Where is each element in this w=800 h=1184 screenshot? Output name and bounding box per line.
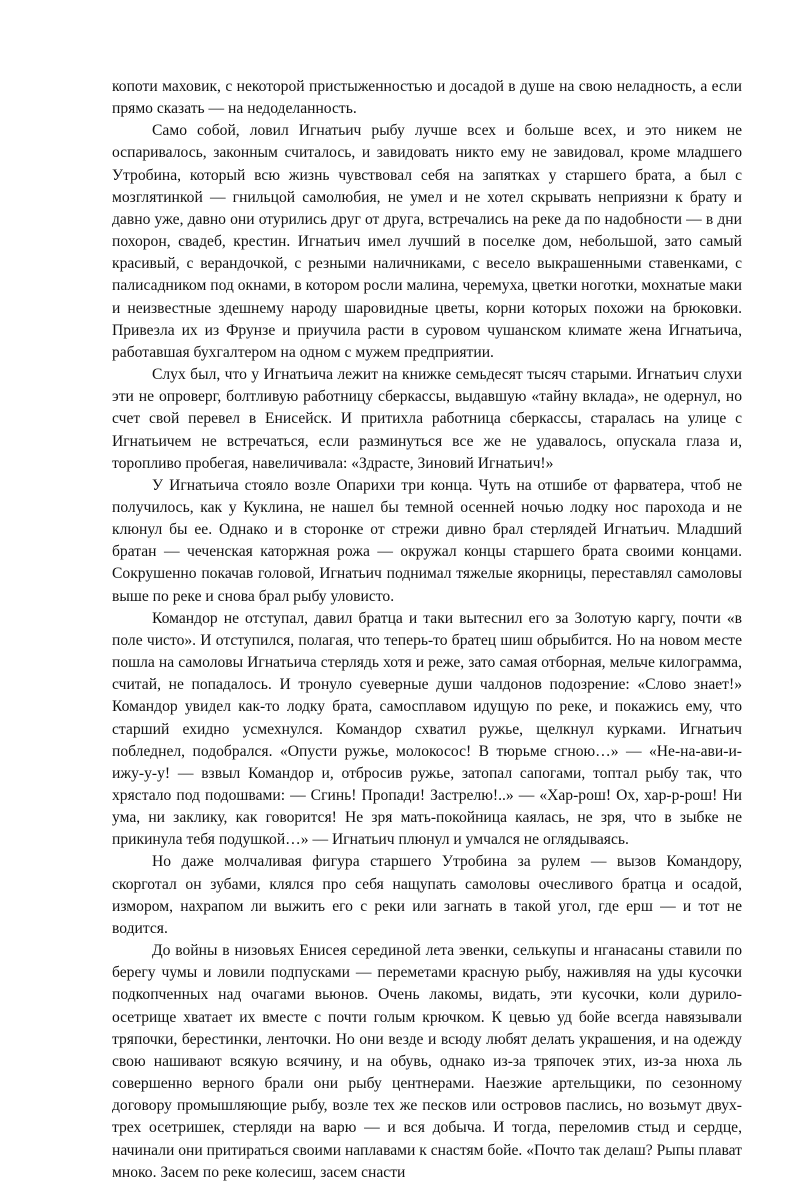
paragraph: Само собой, ловил Игнатьич рыбу лучше всех и больше всех, и это никем не оспаривалось, законным считалось, и завидовать никто ему не завидовал, кроме младшего Утробина, который всю жизнь чувствовал себя на запятках у старшего брата, а был с мозглятинкой — гнильцой самолюбия, не умел и не хотел скрывать неприязни к брату и давно уже, давно они отурились друг от друга, встречались на реке да по надобности — в дни похорон, свадеб, крестин. Игнатьич имел лучший в поселке дом, небольшой, зато самый красивый, с верандочкой, с резными наличниками, с весело выкрашенными ставенками, с палисадником под окнами, в котором росли малина, черемуха, цветки ноготки, мохнатые маки и неизвестные здешнему народу шаровидные цветы, корни которых похожи на брюковки. Привезла их из Фрунзе и приучила расти в суровом чушанском климате жена Игнатьича, работавшая бухгалтером на одном с мужем предприятии. (112, 122, 743, 361)
paragraph: У Игнатьича стояло возле Опарихи три конца. Чуть на отшибе от фарватера, чтоб не получилось, как у Куклина, не нашел бы темной осенней ночью лодку нос парохода и не клюнул бы ее. Однако и в сторонке от стрежи дивно брал стерлядей Игнатьич. Младший братан — чеченская каторжная рожа — окружал концы старшего брата своими концами. Сокрушенно покачав головой, Игнатьич поднимал тяжелые якорницы, переставлял самоловы выше по реке и снова брал рыбу уловисто. (112, 476, 742, 605)
paragraph: Слух был, что у Игнатьича лежит на книжке семьдесят тысяч старыми. Игнатьич слухи эти не опроверг, болтливую работницу сберкассы, выдавшую «тайну вклада», не одернул, но счет свой перевел в Енисейск. И притихла работница сберкассы, старалась на улице с Игнатьичем не встречаться, если разминуться все же не удавалось, опускала глаза и, торопливо пробегая, навеличивала: «Здрасте, Зиновий Игнатьич!» (112, 366, 742, 472)
document-page (112, 76, 742, 1184)
paragraph: До войны в низовьях Енисея серединой лета эвенки, селькупы и нганасаны ставили по берегу чумы и ловили подпусками — переметами красную рыбу, наживляя на уды кусочки подкопченных над очагами вьюнов. Очень лакомы, видать, эти кусочки, коли дурило-осетрище хватает их вместе с почти голым крючком. К цевью уд бойе всегда навязывали тряпочки, берестинки, ленточки. Но они везде и всюду любят делать украшения, и на одежду свою нашивают всякую всячину, и на обувь, однако из-за тряпочек этих, из-за нюха ль совершенно верного брали они рыбу центнерами. Наезжие артельщики, по сезонному договору промышляющие рыбу, возле тех же песков или островов паслись, но возьмут двух-трех осетришек, стерляди на варю — и вся добыча. И тогда, переломив стыд и сердце, начинали они притираться своими наплавами к снастям бойе. «Почто так делаш? Рыпы плават мноко. Засем по реке колесиш, засем снасти (112, 942, 742, 1181)
paragraph-continued: копоти маховик, с некоторой пристыженностью и досадой в душе на свою неладность, а если прямо сказать — на недоделанность. (112, 78, 742, 118)
paragraph: Командор не отступал, давил братца и таки вытеснил его за Золотую каргу, почти «в поле чисто». И отступился, полагая, что теперь-то братец шиш обрыбится. Но на новом месте пошла на самоловы Игнатьича стерлядь хотя и реже, зато самая отборная, мельче килограмма, считай, не попадалось. И тронуло суеверные души чалдонов подозрение: «Слово знает!» Командор увидел как-то лодку брата, самосплавом идущую по реке, и покажись ему, что старший ехидно усмехнулся. Командор схватил ружье, щелкнул курками. Игнатьич побледнел, подобрался. «Опусти ружье, молокосос! В тюрьме сгною…» — «Не-на-ави-и-ижу-у-у! — взвыл Командор и, отбросив ружье, затопал сапогами, топтал рыбу так, что хрястало под подошвами: — Сгинь! Пропади! Застрелю!..» — «Хар-рош! Ох, хар-р-рош! Ни ума, ни заклику, как говорится! Не зря мать-покойница каялась, не зря, что в зыбке не прикинула тебя подушкой…» — Игнатьич плюнул и умчался не оглядываясь. (112, 609, 742, 849)
paragraph: Но даже молчаливая фигура старшего Утробина за рулем — вызов Командору, скорготал он зубами, клялся про себя нащупать самоловы очесливого братца и осадой, измором, нахрапом ли выжить его с реки или загнать в такой угол, где ерш — и тот не водится. (112, 853, 742, 937)
